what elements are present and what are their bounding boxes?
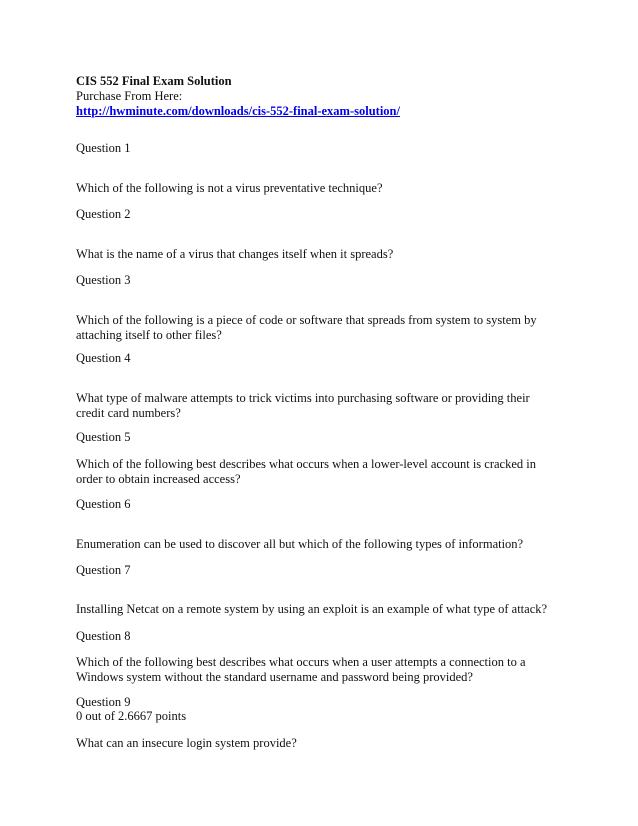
question-label: Question 6: [76, 497, 131, 511]
question-label: Question 4: [76, 351, 131, 365]
question-label: Question 3: [76, 273, 131, 287]
question-text: What can an insecure login system provide?: [76, 736, 297, 750]
question-text: Which of the following is a piece of code or software that spreads from system to system by attaching itself to other files?: [76, 313, 537, 342]
question-text: Which of the following best describes what occurs when a lower-level account is cracked in order to obtain increased access?: [76, 457, 536, 486]
question-label: Question 7: [76, 563, 131, 577]
question-label: Question 1: [76, 141, 131, 155]
question-text: What type of malware attempts to trick victims into purchasing software or providing their credit card numbers?: [76, 391, 530, 420]
question-text: Which of the following is not a virus preventative technique?: [76, 181, 383, 195]
question-label: Question 9: [76, 695, 131, 709]
question-label: Question 5: [76, 430, 131, 444]
purchase-label: Purchase From Here:: [76, 89, 183, 103]
question-text: What is the name of a virus that changes itself when it spreads?: [76, 247, 394, 261]
question-text: Which of the following best describes what occurs when a user attempts a connection to a Windows system without the standard username and password being provided?: [76, 655, 526, 684]
question-text: Installing Netcat on a remote system by using an exploit is an example of what type of attack?: [76, 602, 548, 616]
purchase-link[interactable]: http://hwminute.com/downloads/cis-552-final-exam-solution/: [76, 104, 400, 118]
question-points: 0 out of 2.6667 points: [76, 709, 187, 723]
question-label: Question 2: [76, 207, 131, 221]
document-title: CIS 552 Final Exam Solution: [76, 74, 232, 88]
question-label: Question 8: [76, 629, 131, 643]
question-text: Enumeration can be used to discover all but which of the following types of information?: [76, 537, 524, 551]
